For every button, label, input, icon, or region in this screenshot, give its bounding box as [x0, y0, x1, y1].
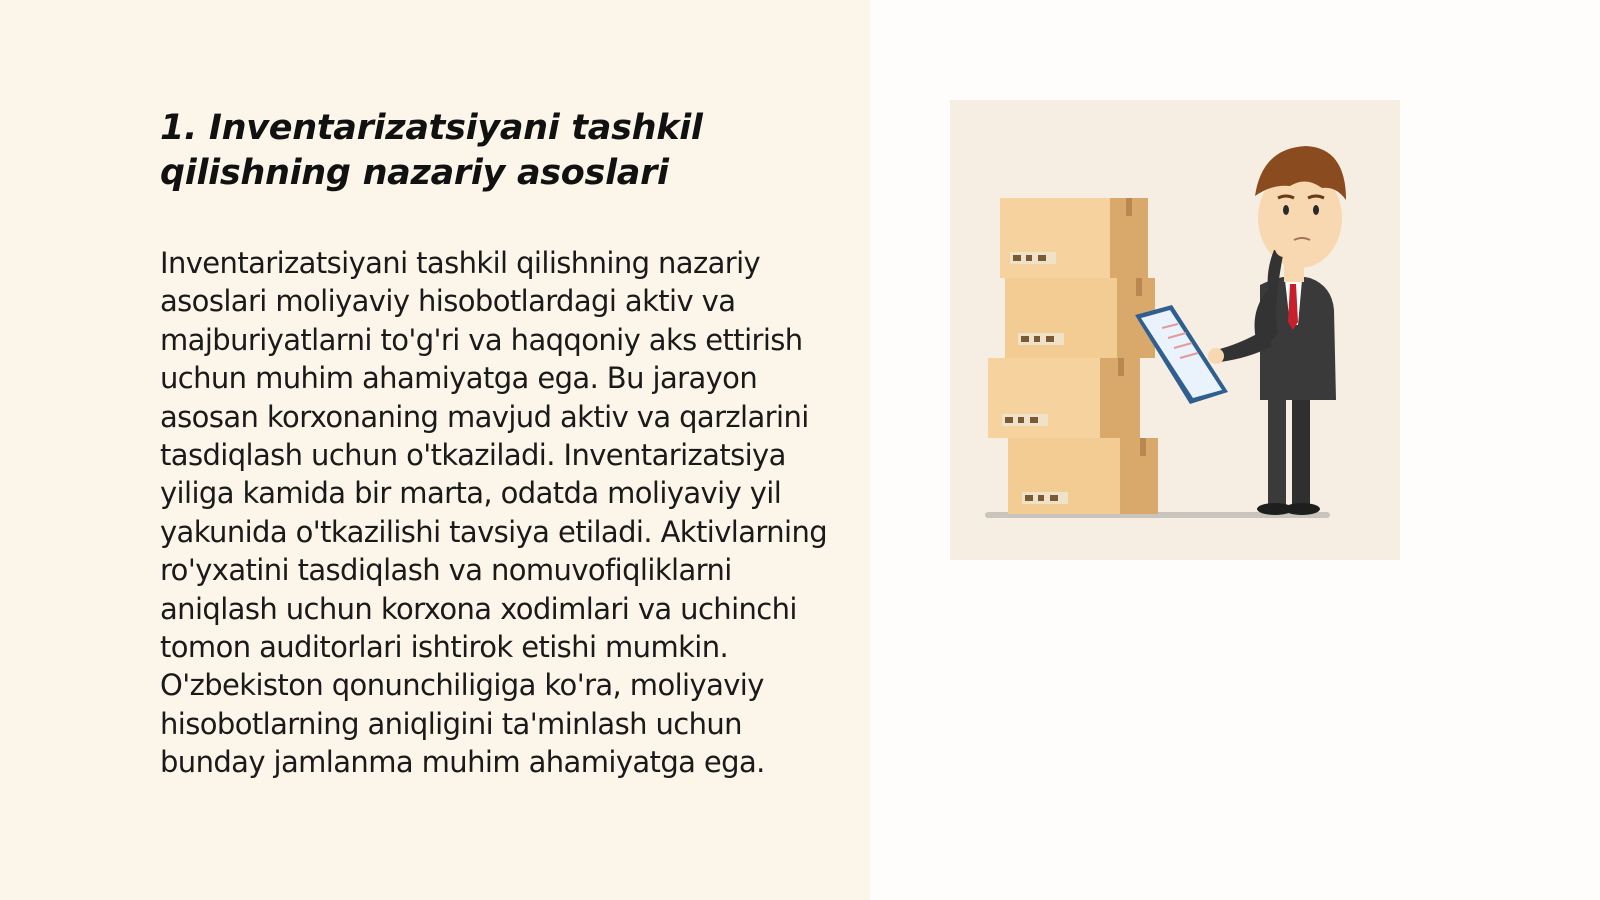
businessman-with-boxes-illustration — [950, 100, 1400, 560]
box-stack — [988, 198, 1158, 514]
slide-title: 1. Inventarizatsiyani tashkil qilishning nazariy asoslari — [160, 108, 703, 193]
businessman-figure — [1208, 146, 1346, 515]
slide-body-text: Inventarizatsiyani tashkil qilishning nazariy asoslari moliyaviy hisobotlardagi aktiv va majburiyatlarni to'g'ri va haqqoniy aks ettirish uchun muhim ahamiyatga ega. Bu jarayon asosan korxonaning mavjud aktiv va qarzlarini tasdiqlash uchun o'tkaziladi. Inventarizatsiya yiliga kamida bir marta, odatda moliyaviy yil yakunida o'tkazilishi tavsiya etiladi. Aktivlarning ro'yxatini tasdiqlash va nomuvofiqliklarni aniqlash uchun korxona xodimlari va uchinchi tomon auditorlari ishtirok etishi mumkin. O'zbekiston qonunchiligiga ko'ra, moliyaviy hisobotlarning aniqligini ta'minlash uchun bunday jamlanma muhim ahamiyatga ega. — [160, 246, 828, 780]
